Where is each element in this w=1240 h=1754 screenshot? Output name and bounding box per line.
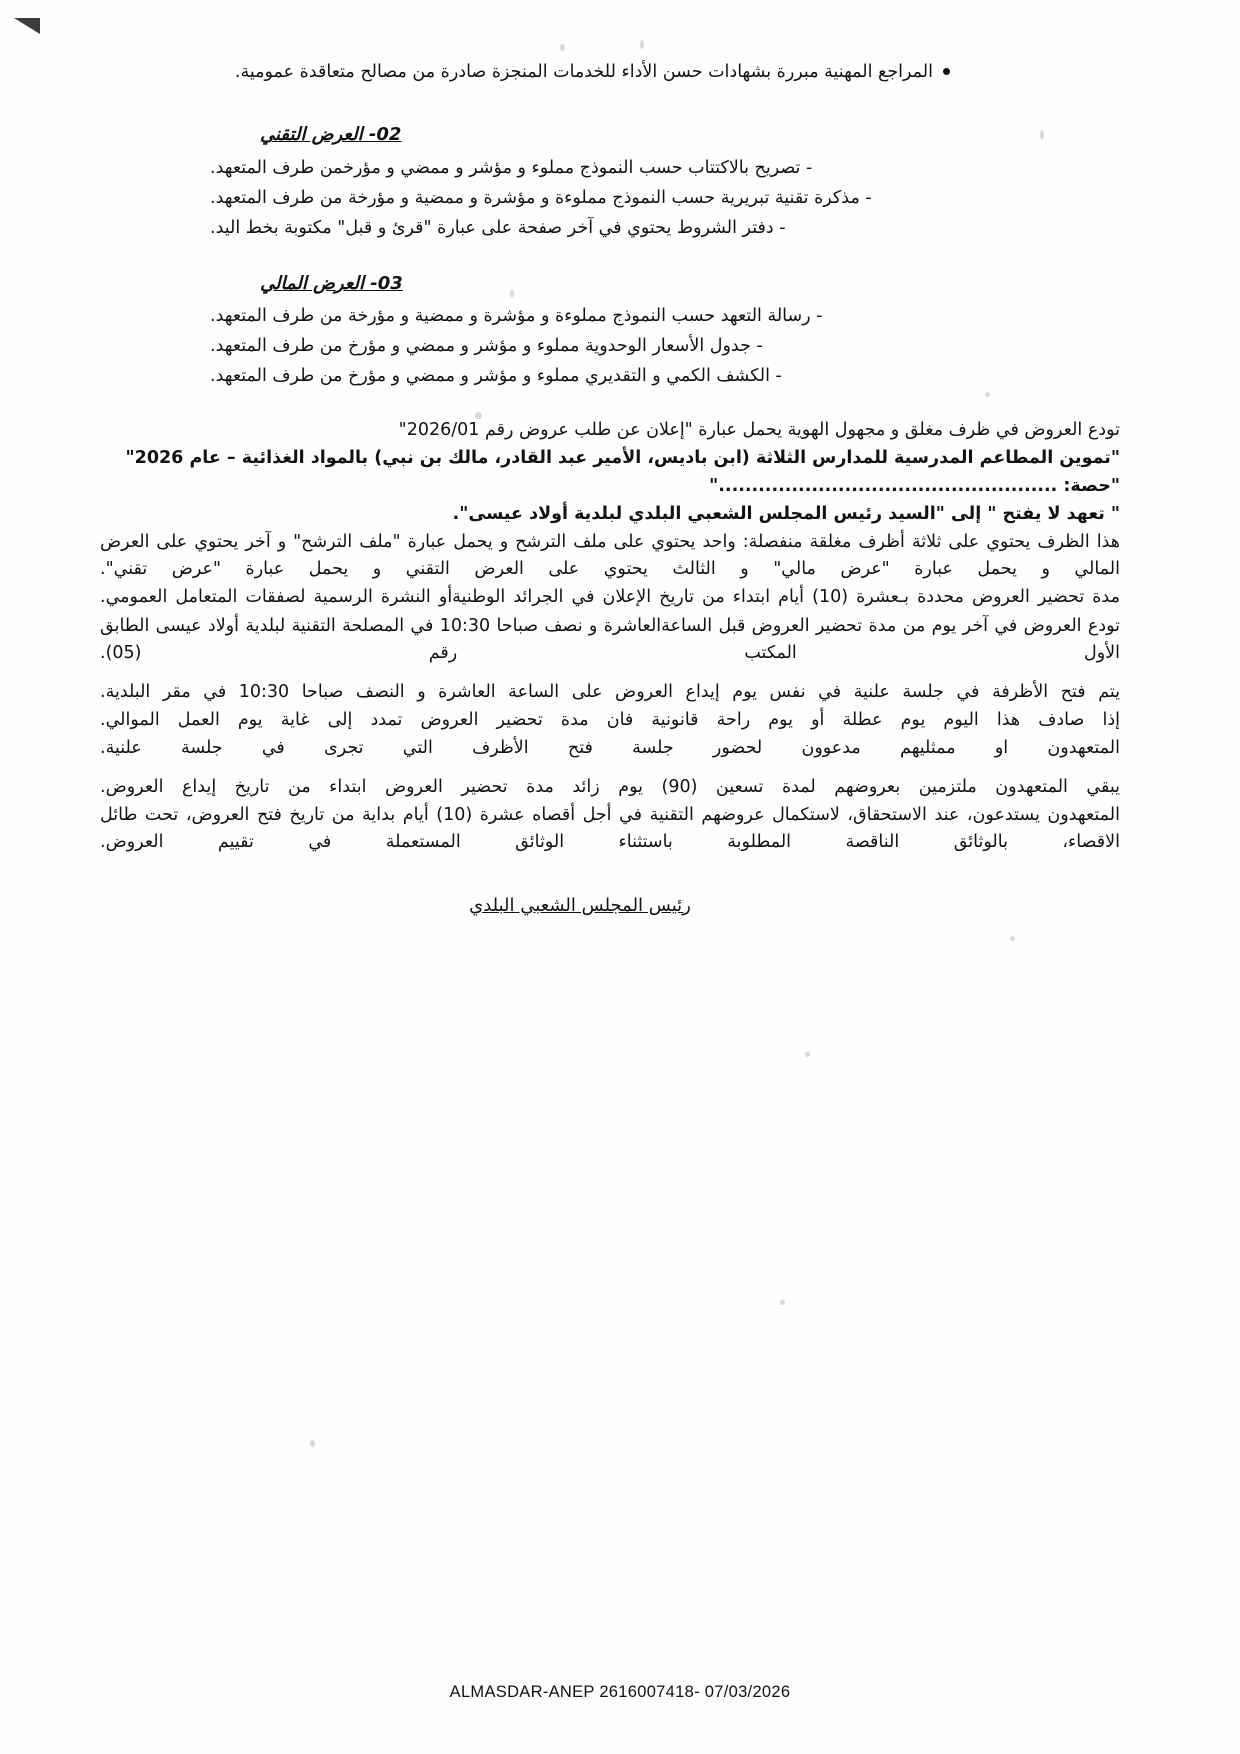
section-heading-technical: 02- العرض التقني (260, 124, 402, 146)
paragraph-preparation-period: مدة تحضير العروض محددة بـعشرة (10) أيام ابتداء من تاريخ الإعلان في الجرائد الوطنيةأو النشرة الرسمية لصفقات المتعامل العمومي. (100, 587, 1120, 608)
financial-requirements-list (100, 302, 1120, 391)
scan-speck (310, 1440, 315, 1447)
section-technical-offer (100, 120, 1120, 242)
list-item: - مذكرة تقنية تبريرية حسب النموذج مملوءة و مؤشرة و ممضية و مؤرخة من طرف المتعهد. (210, 187, 872, 208)
paragraph-attendance: المتعهدون او ممثليهم مدعوون لحضور جلسة فتح الأظرف التي تجرى في جلسة علنية. (100, 738, 1120, 759)
paragraph-tender-object: "تموين المطاعم المدرسية للمدارس الثلاثة (ابن باديس، الأمير عبد القادر، مالك بن نبي) بالمواد الغذائية – عام 2026" (125, 447, 1120, 468)
paragraph-sealed-notice: " تعهد لا يفتح " إلى "السيد رئيس المجلس الشعبي البلدي لبلدية أولاد عيسى". (452, 504, 1120, 525)
paragraph-completion-documents: المتعهدون يستدعون، عند الاستحقاق، لاستكمال عروضهم التقنية في أجل أقصاه عشرة (10) أيام بداية من تاريخ فتح العروض، تحت طائل الاقصاء، بالوثائق الناقصة المطلوبة باستثناء الوثائق المستعملة في تقييم العروض. (100, 805, 1120, 853)
scan-corner-mark (14, 18, 40, 34)
list-item: - جدول الأسعار الوحدوية مملوء و مؤشر و ممضي و مؤرخ من طرف المتعهد. (210, 336, 763, 357)
paragraph-lot-line: "حصة: ..................................................." (709, 475, 1120, 496)
scan-speck (560, 44, 565, 51)
list-item: - الكشف الكمي و التقديري مملوء و مؤشر و ممضي و مؤرخ من طرف المتعهد. (210, 366, 782, 387)
submission-instructions (100, 417, 1120, 857)
paragraph-three-envelopes: هذا الظرف يحتوي على ثلاثة أظرف مغلقة منفصلة: واحد يحتوي على ملف الترشح و يحمل عبارة "ملف الترشح" و آخر يحتوي على العرض المالي و يحمل عبارة "عرض مالي" و الثالث يحتوي على العرض التقني و يحمل عبارة "عرض تقني". (100, 532, 1120, 580)
bullet-dot-icon (943, 68, 950, 75)
paragraph-holiday-rule: إذا صادف هذا اليوم يوم عطلة أو يوم راحة قانونية فان مدة تحضير العروض تمدد إلى غاية يوم العمل الموالي. (100, 709, 1120, 730)
paragraph-deposit-deadline: تودع العروض في آخر يوم من مدة تحضير العروض قبل الساعةالعاشرة و نصف صباحا 10:30 في المصلحة التقنية لبلدية أولاد عيسى الطابق الأول المكتب رقم (05). (100, 615, 1120, 663)
signature-block (100, 891, 1120, 920)
paragraph-envelope-label: تودع العروض في ظرف مغلق و مجهول الهوية يحمل عبارة "إعلان عن طلب عروض رقم 2026/01" (398, 419, 1120, 440)
footer-reference: ALMASDAR-ANEP 2616007418- 07/03/2026 (449, 1683, 791, 1701)
list-item: - رسالة التعهد حسب النموذج مملوءة و مؤشرة و ممضية و مؤرخة من طرف المتعهد. (210, 305, 823, 326)
signature-title: رئيس المجلس الشعبي البلدي (469, 894, 691, 916)
section-heading-financial: 03- العرض المالي (260, 272, 403, 294)
scan-speck (805, 1052, 810, 1057)
list-item: - دفتر الشروط يحتوي في آخر صفحة على عبارة "قرئ و قبل" مكتوبة بخط اليد. (210, 218, 786, 239)
technical-requirements-list (100, 154, 1120, 243)
bullet-list-item (100, 58, 1120, 86)
document-body (100, 58, 1120, 920)
paragraph-validity-period: يبقي المتعهدون ملتزمين بعروضهم لمدة تسعين (90) يوم زائد مدة تحضير العروض ابتداء من تاريخ إيداع العروض. (100, 777, 1120, 798)
paragraph-opening-session: يتم فتح الأظرفة في جلسة علنية في نفس يوم إيداع العروض على الساعة العاشرة و النصف صباحا 10:30 في مقر البلدية. (100, 681, 1120, 702)
scan-speck (780, 1300, 785, 1305)
list-item: - تصريح بالاكتتاب حسب النموذج مملوء و مؤشر و ممضي و مؤرخمن طرف المتعهد. (210, 157, 813, 178)
section-financial-offer (100, 269, 1120, 391)
scan-speck (640, 40, 644, 49)
scan-speck (1010, 936, 1015, 941)
bullet-item-text: المراجع المهنية مبررة بشهادات حسن الأداء للخدمات المنجزة صادرة من مصالح متعاقدة عمومية. (234, 62, 933, 82)
